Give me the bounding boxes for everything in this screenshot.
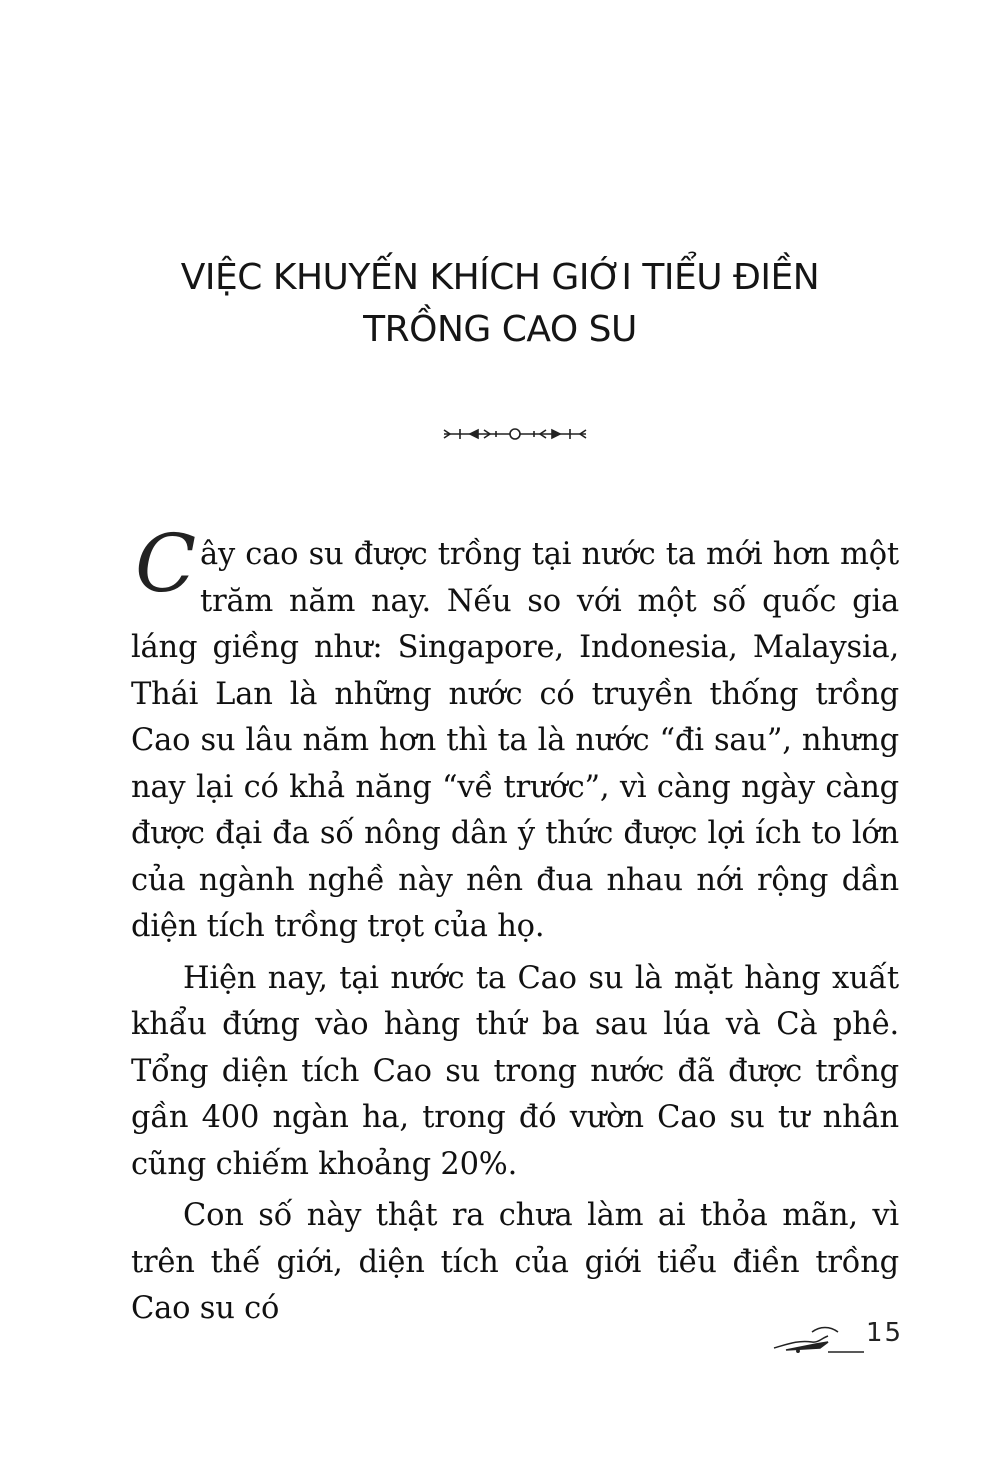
page-number: 15 [866, 1318, 904, 1348]
paragraph [131, 517, 899, 951]
chapter-title-line-2: TRỒNG CAO SU [363, 309, 637, 350]
chapter-title [0, 252, 1000, 356]
paragraph-text: ây cao su được trồng tại nước ta mới hơn một trăm năm nay. Nếu so với một số quốc gia láng giềng như: Singapore, Indonesia, Malaysia, Thái Lan là những nước có truyền thống trồng Cao su lâu năm hơn thì ta là nước “đi sau”, nhưng nay lại có khả năng “về trước”, vì càng ngày càng được đại đa số nông dân ý thức được lợi ích to lớn của ngành nghề này nên đua nhau nới rộng dần diện tích trồng trọt của họ. [131, 537, 899, 944]
paragraph: Hiện nay, tại nước ta Cao su là mặt hàng xuất khẩu đứng vào hàng thứ ba sau lúa và Cà phê. Tổng diện tích Cao su trong nước đã được trồng gần 400 ngàn ha, trong đó vườn Cao su tư nhân cũng chiếm khoảng 20%. [131, 960, 899, 1182]
chapter-title-line-1: VIỆC KHUYẾN KHÍCH GIỚI TIỂU ĐIỀN [180, 257, 820, 298]
ornament-divider-icon [440, 424, 590, 444]
drop-cap: C [135, 517, 197, 610]
paragraph: Con số này thật ra chưa làm ai thỏa mãn, vì trên thế giới, diện tích của giới tiểu điền trồng Cao su có [131, 1198, 899, 1326]
chapter-body [131, 517, 899, 1338]
